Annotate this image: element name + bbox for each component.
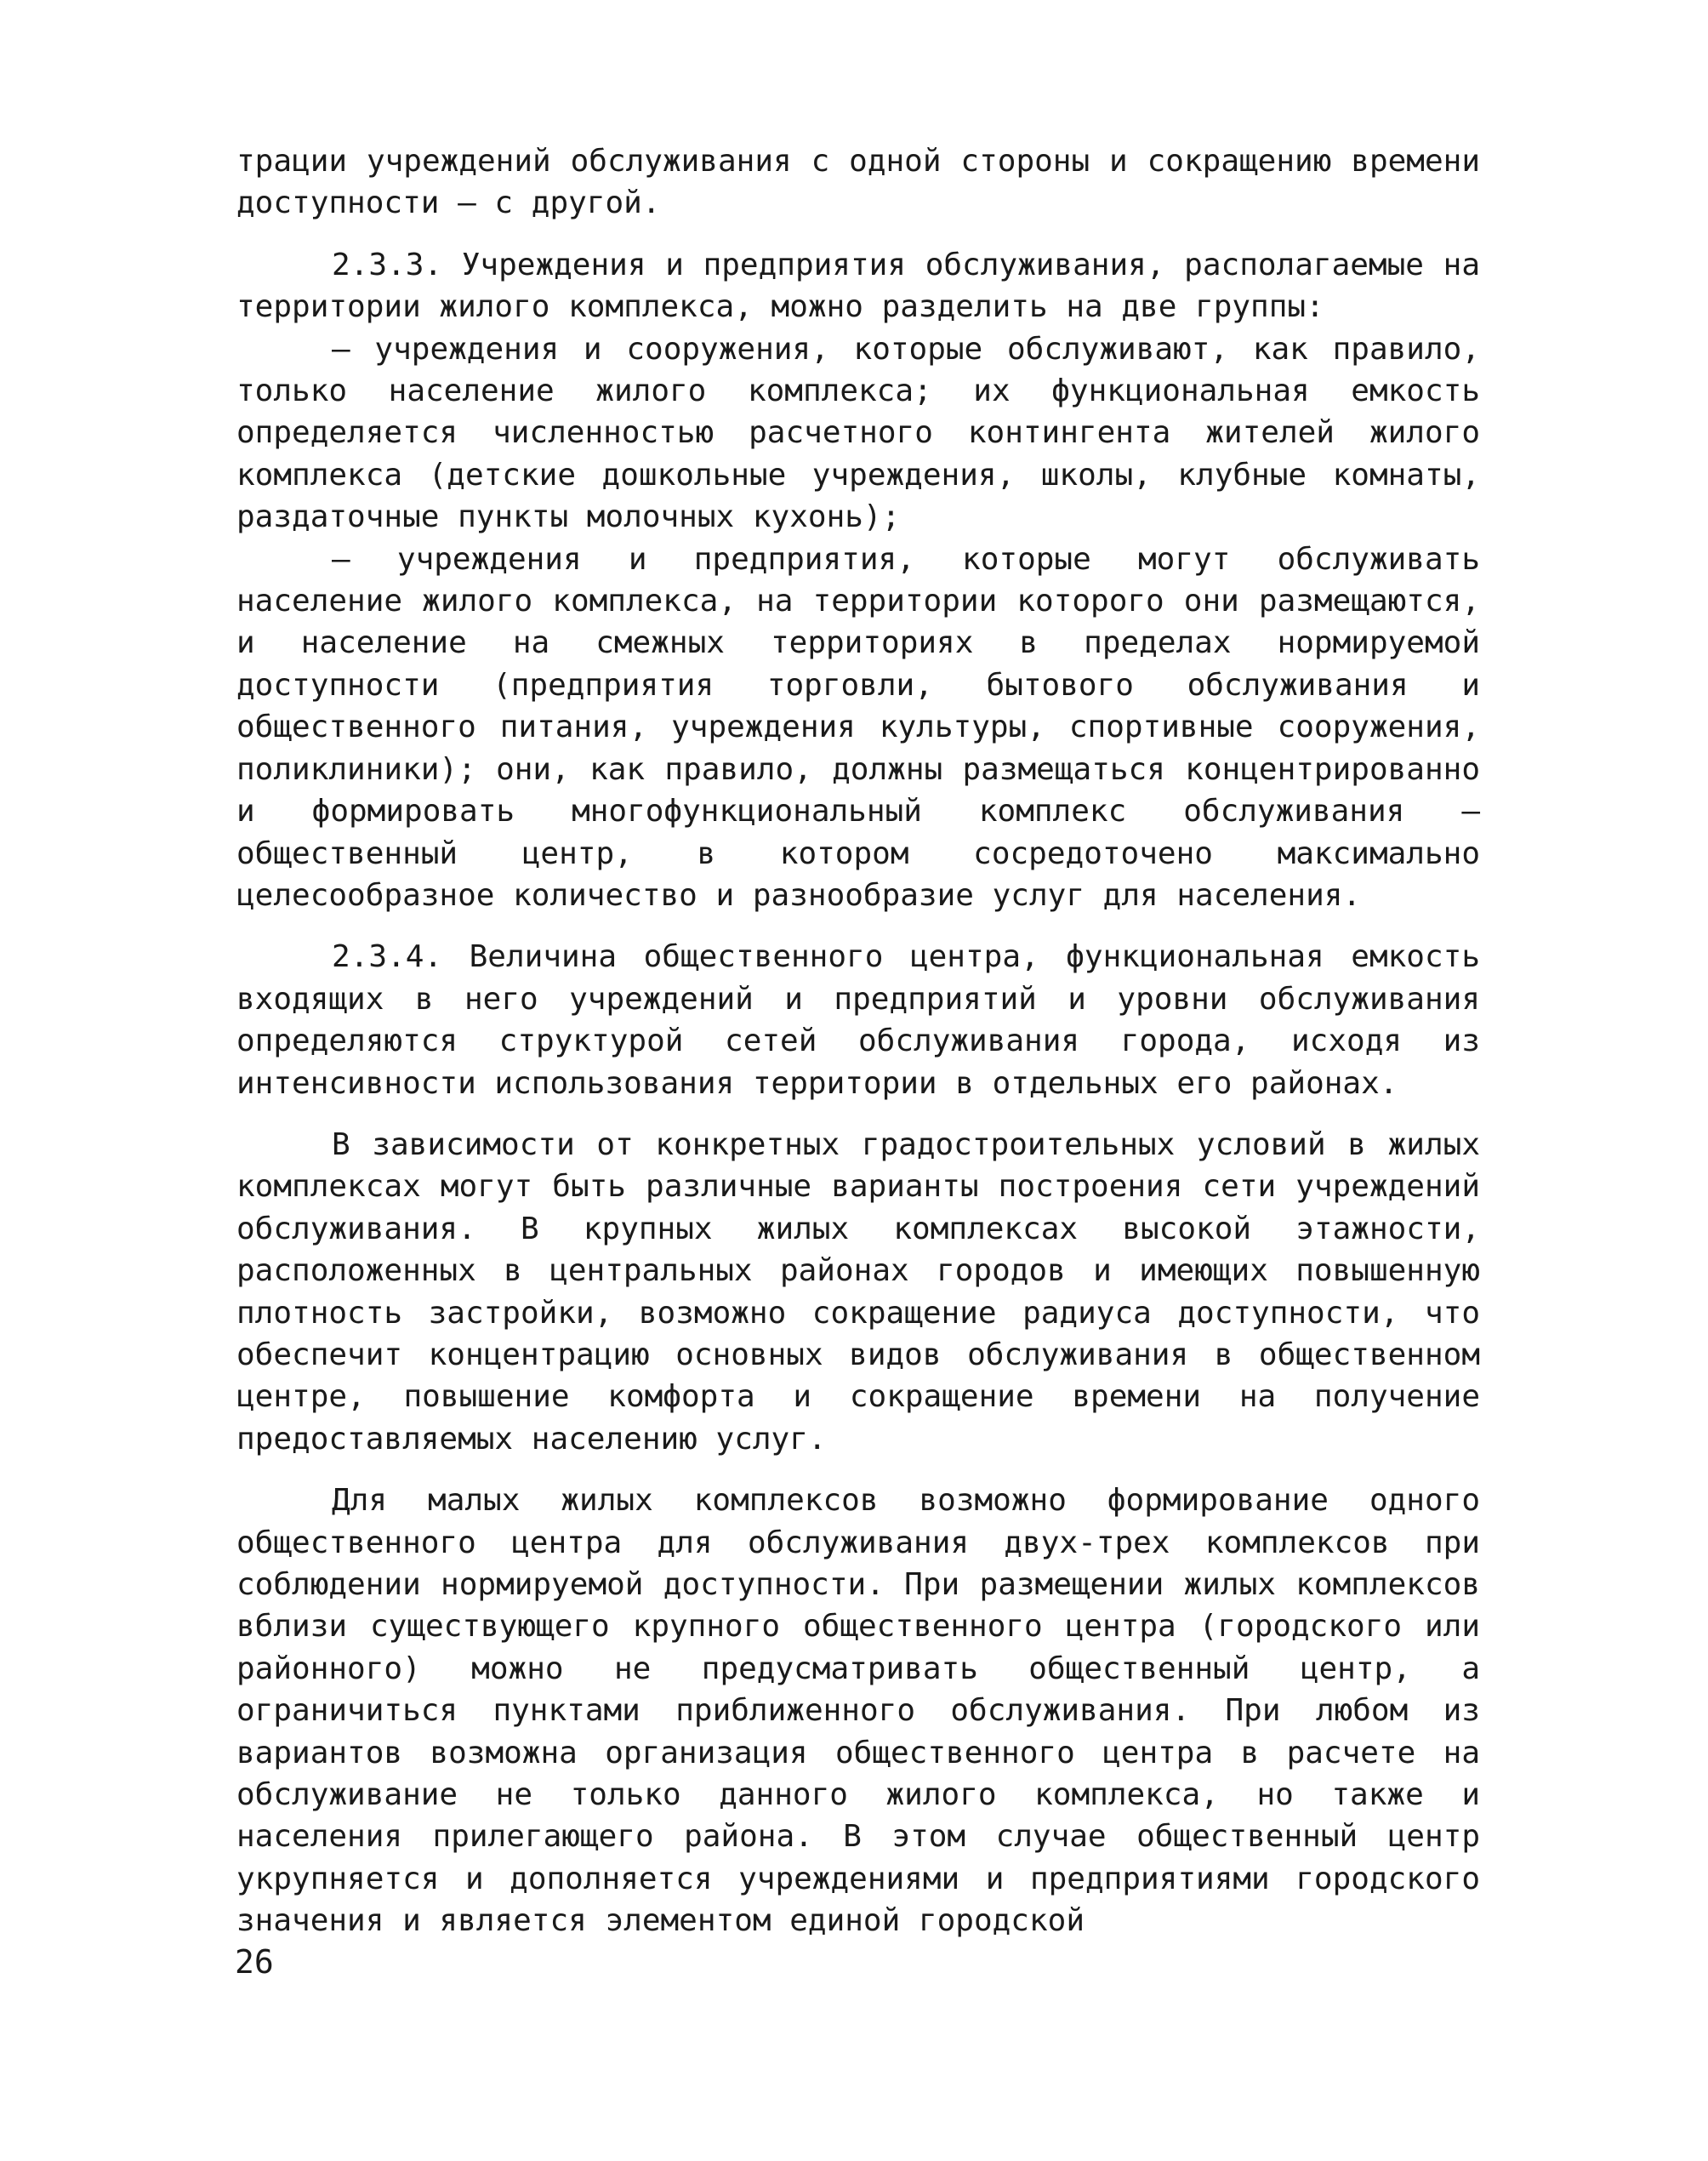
paragraph-2-3-4: 2.3.4. Величина общественного центра, функциональная емкость входящих в него учреждений и предприятий и уровни обслуживания определяются структурой сетей обслуживания города, исходя из интенсивности использования территории в отдельных его районах.	[236, 939, 1480, 1101]
list-item-first-group: – учреждения и сооружения, которые обслуживают, как правило, только население жилого комплекса; их функциональная емкость определяется численностью расчетного контингента жителей жилого комплекса (детские дошкольные учреждения, школы, клубные комнаты, раздаточные пункты молочных кухонь);	[236, 331, 1480, 535]
list-item-second-group: – учреждения и предприятия, которые могут обслуживать население жилого комплекса, на территории которого они размещаются, и население на смежных территориях в пределах нормируемой доступности (предприятия торговли, бытового обслуживания и общественного питания, учреждения культуры, спортивные сооружения, поликлиники); они, как правило, должны размещаться концентрированно и формировать многофункциональный комплекс обслуживания – общественный центр, в котором сосредоточено максимально целесообразное количество и разнообразие услуг для населения.	[236, 541, 1480, 913]
paragraph-continuation: трации учреждений обслуживания с одной стороны и сокращению времени доступности – с другой.	[236, 144, 1480, 221]
paragraph-2-3-3: 2.3.3. Учреждения и предприятия обслуживания, располагаемые на территории жилого комплекса, можно разделить на две группы:	[236, 247, 1480, 325]
paragraph-dependence: В зависимости от конкретных градостроительных условий в жилых комплексах могут быть различные варианты построения сети учреждений обслуживания. В крупных жилых комплексах высокой этажности, расположенных в центральных районах городов и имеющих повышенную плотность застройки, возможно сокращение радиуса доступности, что обеспечит концентрацию основных видов обслуживания в общественном центре, повышение комфорта и сокращение времени на получение предоставляемых населению услуг.	[236, 1126, 1480, 1457]
paragraph-small-complexes: Для малых жилых комплексов возможно формирование одного общественного центра для обслуживания двух-трех комплексов при соблюдении нормируемой доступности. При размещении жилых комплексов вблизи существующего крупного общественного центра (городского или районного) можно не предусматривать общественный центр, а ограничиться пунктами приближенного обслуживания. При любом из вариантов возможна организация общественного центра в расчете на обслуживание не только данного жилого комплекса, но также и населения прилегающего района. В этом случае общественный центр укрупняется и дополняется учреждениями и предприятиями городского значения и является элементом единой городской	[236, 1483, 1480, 1939]
body-text	[236, 140, 1480, 1942]
page-number: 26	[235, 1943, 274, 1981]
